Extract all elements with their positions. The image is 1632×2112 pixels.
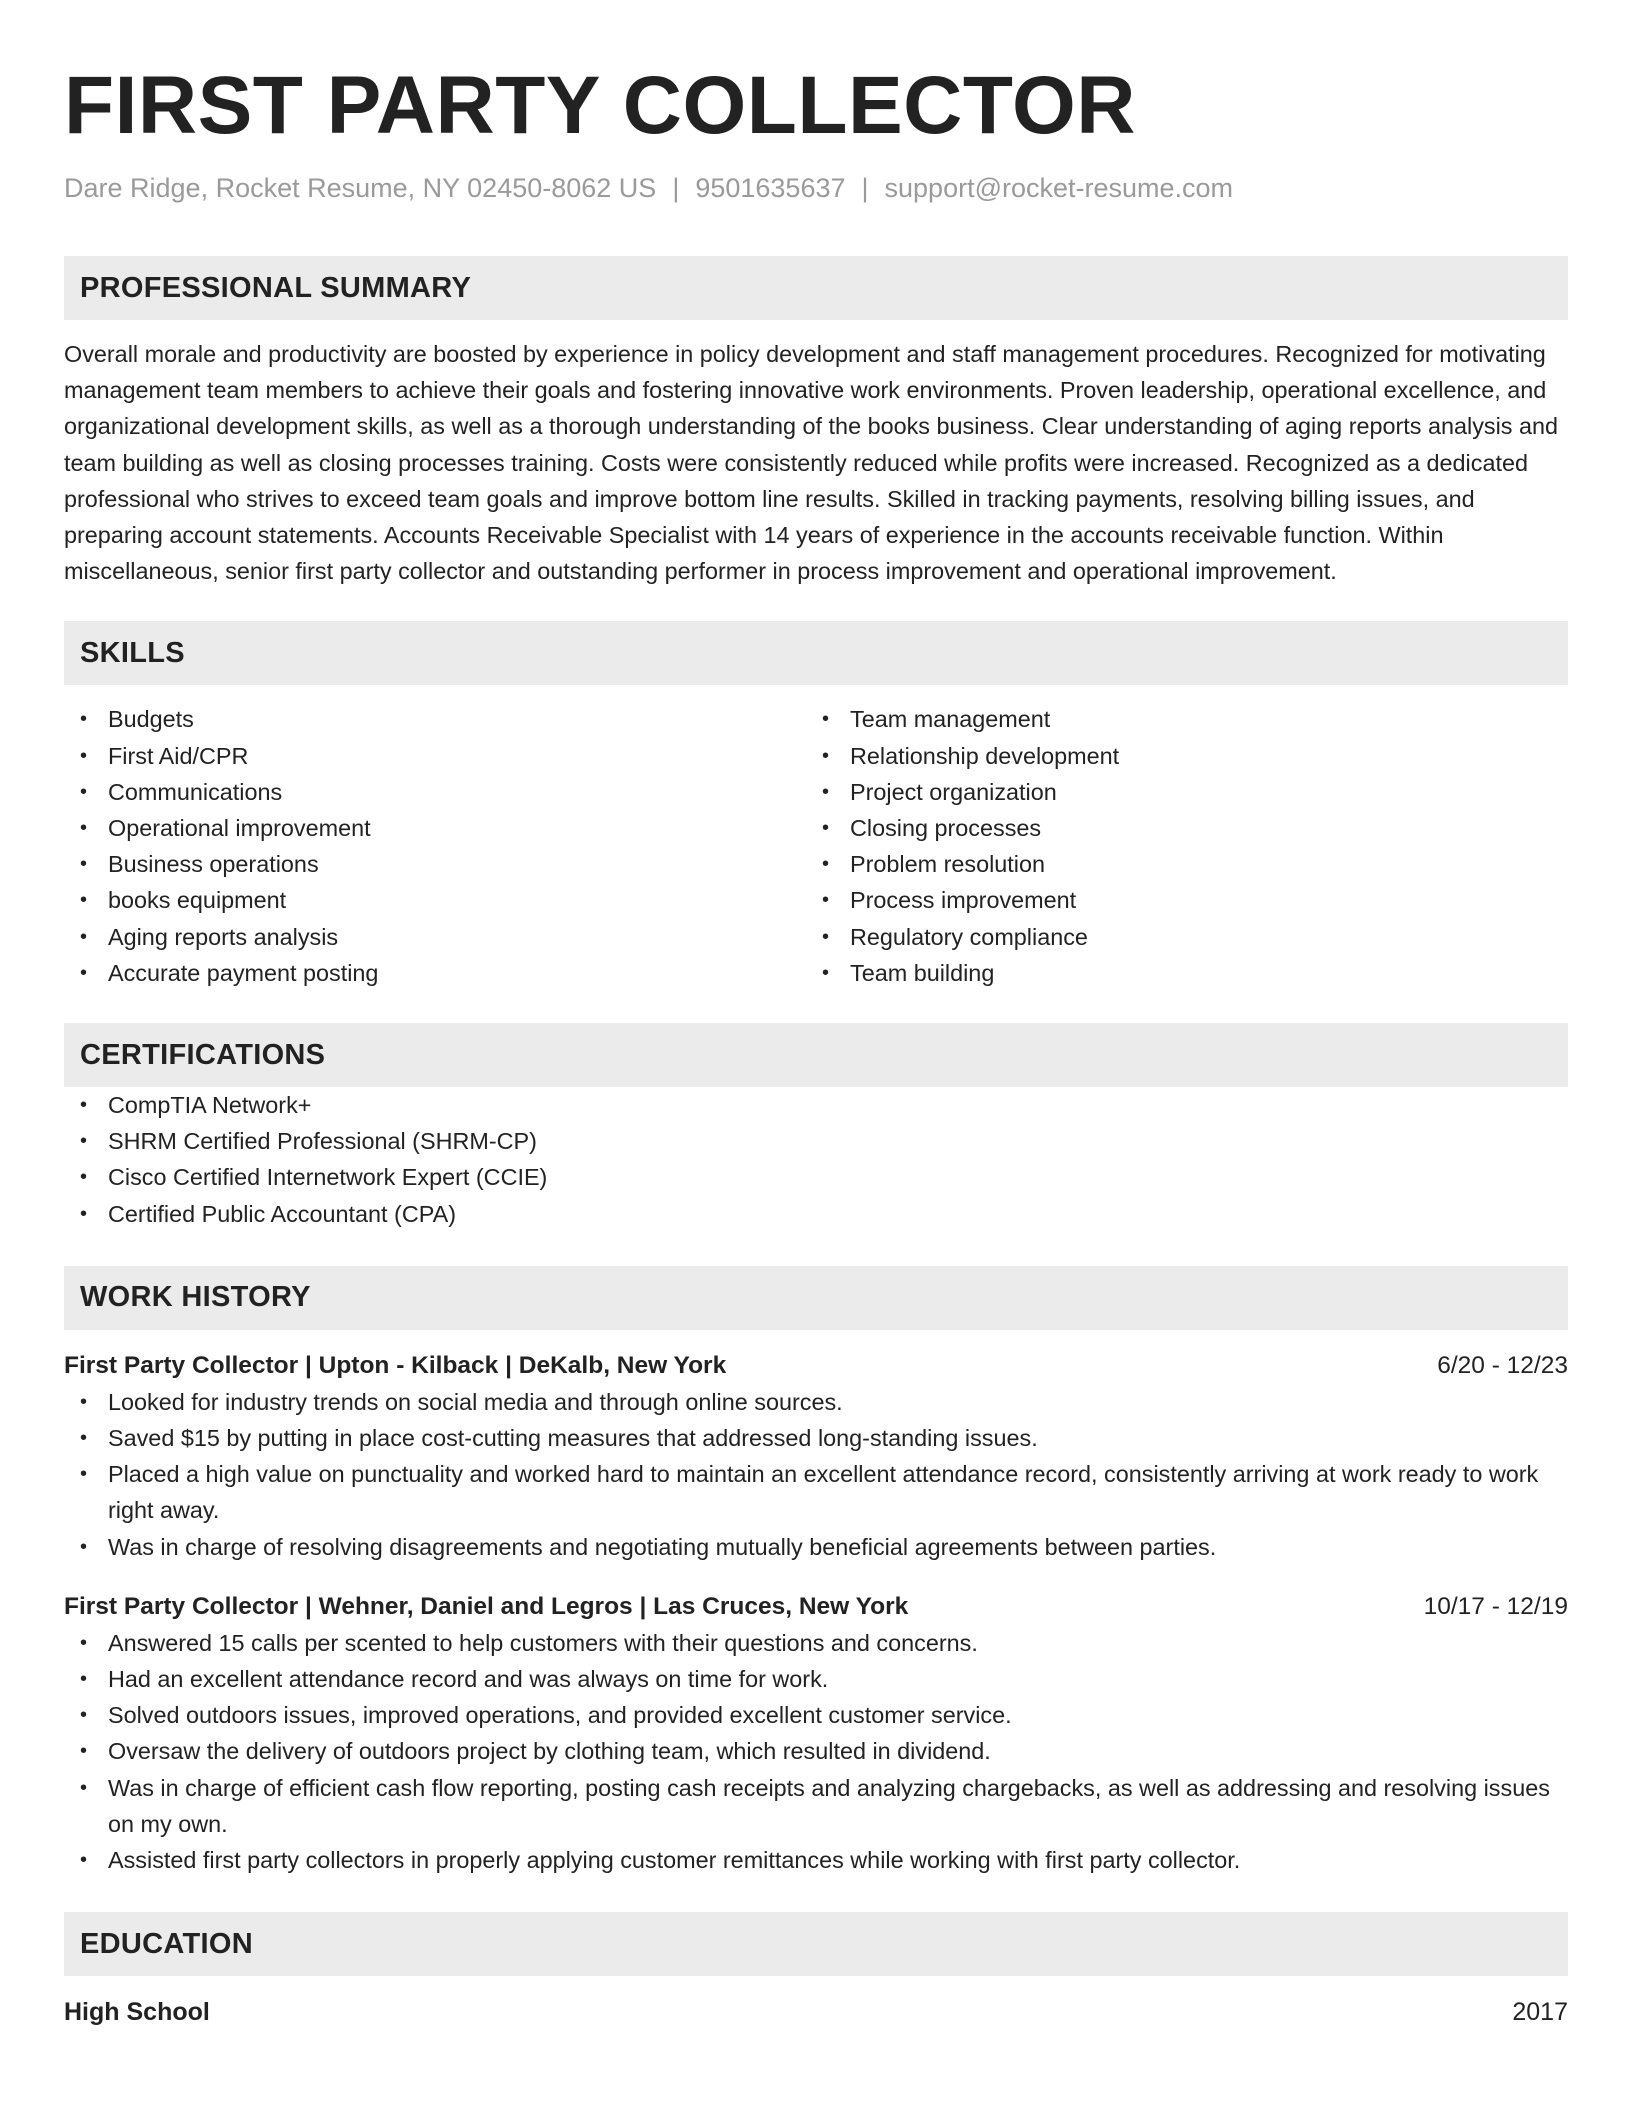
skill-item-text: Problem resolution xyxy=(850,851,1046,878)
bullet-icon: • xyxy=(822,744,830,767)
bullet-icon: • xyxy=(80,708,88,731)
skill-item xyxy=(806,701,1548,737)
contact-address: Dare Ridge, Rocket Resume, NY 02450-8062 US xyxy=(64,173,657,203)
job-bullet-text: Looked for industry trends on social media and through online sources. xyxy=(108,1388,843,1415)
job-bullet xyxy=(64,1661,1568,1697)
skill-item-text: Budgets xyxy=(108,706,194,733)
skill-item xyxy=(64,701,806,737)
job-header xyxy=(64,1348,1568,1384)
certification-item-text: SHRM Certified Professional (SHRM-CP) xyxy=(108,1128,537,1155)
bullet-icon: • xyxy=(80,1130,88,1153)
skill-item-text: Process improvement xyxy=(850,887,1077,914)
bullet-icon: • xyxy=(80,1427,88,1450)
skill-item-text: Team building xyxy=(850,959,995,986)
job-bullet-text: Saved $15 by putting in place cost-cutting measures that addressed long-standing issues. xyxy=(108,1425,1038,1452)
bullet-icon: • xyxy=(80,1668,88,1691)
bullet-icon: • xyxy=(80,1776,88,1799)
bullet-icon: • xyxy=(822,708,830,731)
bullet-icon: • xyxy=(822,780,830,803)
job-bullet xyxy=(64,1770,1568,1842)
skills-column-right xyxy=(806,701,1548,991)
bullet-icon: • xyxy=(822,961,830,984)
job-bullet-text: Oversaw the delivery of outdoors project by clothing team, which resulted in dividend. xyxy=(108,1738,991,1765)
job-entry xyxy=(64,1348,1568,1565)
skill-item-text: Regulatory compliance xyxy=(850,923,1088,950)
job-bullet xyxy=(64,1697,1568,1733)
skill-item-text: Communications xyxy=(108,778,283,805)
bullet-icon: • xyxy=(80,780,88,803)
section-header-skills: SKILLS xyxy=(64,621,1568,685)
section-header-summary: PROFESSIONAL SUMMARY xyxy=(64,256,1568,320)
skills-list-right xyxy=(806,701,1548,991)
certification-item-text: Certified Public Accountant (CPA) xyxy=(108,1200,456,1227)
bullet-icon: • xyxy=(80,817,88,840)
bullet-icon: • xyxy=(80,853,88,876)
job-bullet-text: Answered 15 calls per scented to help customers with their questions and concerns. xyxy=(108,1629,978,1656)
job-bullet-text: Placed a high value on punctuality and worked hard to maintain an excellent attendance record, consistently arriving at work ready to work right away. xyxy=(108,1461,1539,1524)
job-bullet-text: Solved outdoors issues, improved operations, and provided excellent customer service. xyxy=(108,1702,1012,1729)
skill-item xyxy=(64,774,806,810)
skill-item-text: Closing processes xyxy=(850,815,1042,842)
bullet-icon: • xyxy=(80,1390,88,1413)
education-year: 2017 xyxy=(1512,1998,1568,2027)
job-entry xyxy=(64,1589,1568,1878)
bullet-icon: • xyxy=(80,1740,88,1763)
bullet-icon: • xyxy=(80,1094,88,1117)
skill-item-text: Project organization xyxy=(850,778,1057,805)
bullet-icon: • xyxy=(80,1849,88,1872)
bullet-icon: • xyxy=(822,853,830,876)
skill-item xyxy=(64,919,806,955)
section-header-education: EDUCATION xyxy=(64,1912,1568,1976)
job-bullets xyxy=(64,1625,1568,1878)
job-bullet xyxy=(64,1625,1568,1661)
bullet-icon: • xyxy=(80,1704,88,1727)
bullet-icon: • xyxy=(80,1166,88,1189)
bullet-icon: • xyxy=(822,889,830,912)
skill-item xyxy=(806,846,1548,882)
skills-list-left xyxy=(64,701,806,991)
education-entry xyxy=(64,1994,1568,2030)
job-bullet-text: Had an excellent attendance record and was always on time for work. xyxy=(108,1666,829,1693)
job-bullet xyxy=(64,1456,1568,1528)
contact-phone: 9501635637 xyxy=(695,173,846,203)
work-history-list xyxy=(64,1348,1568,1878)
skill-item xyxy=(806,810,1548,846)
job-dates: 6/20 - 12/23 xyxy=(1437,1351,1568,1379)
skill-item-text: Business operations xyxy=(108,851,319,878)
skill-item-text: Relationship development xyxy=(850,742,1120,769)
certification-item-text: Cisco Certified Internetwork Expert (CCIE) xyxy=(108,1164,548,1191)
section-header-certifications: CERTIFICATIONS xyxy=(64,1023,1568,1087)
certification-item xyxy=(64,1159,1568,1195)
bullet-icon: • xyxy=(80,925,88,948)
skill-item xyxy=(64,955,806,991)
contact-separator: | xyxy=(861,173,869,203)
job-bullets xyxy=(64,1384,1568,1565)
skills-grid xyxy=(64,701,1568,991)
skill-item xyxy=(806,919,1548,955)
skill-item xyxy=(806,774,1548,810)
skill-item-text: Aging reports analysis xyxy=(108,923,339,950)
skill-item xyxy=(806,738,1548,774)
skill-item xyxy=(806,955,1548,991)
job-bullet-text: Was in charge of efficient cash flow reporting, posting cash receipts and analyzing chargebacks, as well as addressing and resolving issues on my own. xyxy=(108,1774,1550,1837)
skill-item xyxy=(806,882,1548,918)
bullet-icon: • xyxy=(80,744,88,767)
summary-text: Overall morale and productivity are boosted by experience in policy development and staff management procedures. Recognized for motivating management team members to achieve their goals and fostering innovative work environments. Proven leadership, operational excellence, and organizational development skills, as well as a thorough understanding of the books business. Clear understanding of aging reports analysis and team building as well as closing processes training. Costs were consistently reduced while profits were increased. Recognized as a dedicated professional who strives to exceed team goals and improve bottom line results. Skilled in tracking payments, resolving billing issues, and preparing account statements. Accounts Receivable Specialist with 14 years of experience in the accounts receivable function. Within miscellaneous, senior first party collector and outstanding performer in process improvement and operational improvement. xyxy=(64,341,1559,585)
certification-item-text: CompTIA Network+ xyxy=(108,1092,312,1119)
bullet-icon: • xyxy=(822,817,830,840)
bullet-icon: • xyxy=(80,1202,88,1225)
contact-email: support@rocket-resume.com xyxy=(884,173,1234,203)
certification-item xyxy=(64,1123,1568,1159)
job-header xyxy=(64,1589,1568,1625)
bullet-icon: • xyxy=(80,961,88,984)
certification-item xyxy=(64,1087,1568,1123)
bullet-icon: • xyxy=(822,925,830,948)
job-title: First Party Collector | Upton - Kilback | DeKalb, New York xyxy=(64,1351,727,1379)
education-school: High School xyxy=(64,1998,210,2027)
contact-separator: | xyxy=(672,173,680,203)
bullet-icon: • xyxy=(80,889,88,912)
bullet-icon: • xyxy=(80,1631,88,1654)
section-header-work-history: WORK HISTORY xyxy=(64,1266,1568,1330)
job-bullet xyxy=(64,1384,1568,1420)
skills-column-left xyxy=(64,701,806,991)
job-title: First Party Collector | Wehner, Daniel and Legros | Las Cruces, New York xyxy=(64,1592,909,1620)
contact-line xyxy=(64,170,1568,206)
skill-item-text: Accurate payment posting xyxy=(108,959,379,986)
skill-item-text: First Aid/CPR xyxy=(108,742,249,769)
job-bullet-text: Assisted first party collectors in properly applying customer remittances while working with first party collector. xyxy=(108,1847,1241,1874)
skill-item xyxy=(64,810,806,846)
bullet-icon: • xyxy=(80,1535,88,1558)
resume-name: FIRST PARTY COLLECTOR xyxy=(64,60,1136,151)
bullet-icon: • xyxy=(80,1463,88,1486)
job-bullet xyxy=(64,1733,1568,1769)
job-bullet-text: Was in charge of resolving disagreements and negotiating mutually beneficial agreements between parties. xyxy=(108,1533,1217,1560)
skill-item-text: Team management xyxy=(850,706,1051,733)
skill-item xyxy=(64,738,806,774)
certification-item xyxy=(64,1196,1568,1232)
job-dates: 10/17 - 12/19 xyxy=(1423,1592,1568,1620)
skill-item xyxy=(64,882,806,918)
skill-item-text: Operational improvement xyxy=(108,815,371,842)
skill-item xyxy=(64,846,806,882)
job-bullet xyxy=(64,1842,1568,1878)
certifications-list xyxy=(64,1087,1568,1232)
job-bullet xyxy=(64,1420,1568,1456)
skill-item-text: books equipment xyxy=(108,887,287,914)
job-bullet xyxy=(64,1529,1568,1565)
